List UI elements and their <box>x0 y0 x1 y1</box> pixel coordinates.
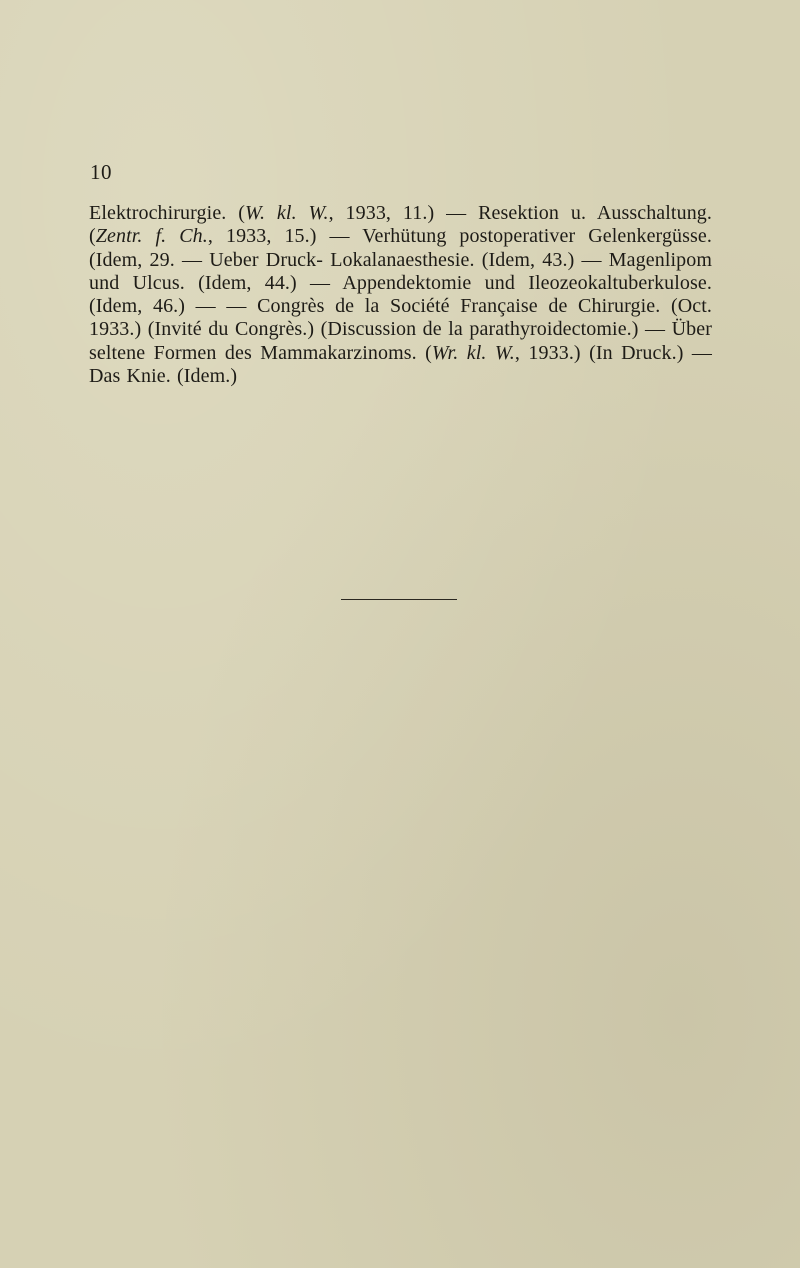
journal-abbreviation: Wr. kl. W. <box>431 341 515 364</box>
section-divider <box>341 599 457 600</box>
text-segment: Elektrochirurgie. ( <box>89 202 246 224</box>
text-segment: , 1933, 15.) — Verhütung postoperativer Gelenkergüsse. (Idem, 29. — Ueber Druck- Lokalanaesthesie. (Idem, 43.) — Magenlipom und Ulcus. (Idem, 44.) — Appendektomie und Ileozeokaltuberkulose. (Idem, 46.) — — Congrès de la Société Française de Chirurgie. (Oct. 1933.) (Invité du Congrès.) (Discussion de la parathyroidectomie.) — Über seltene Formen des Mammakarzinoms. ( <box>89 225 713 364</box>
journal-abbreviation: Zentr. f. Ch. <box>95 225 208 248</box>
text-segment: , 1933, 11.) — Resektion u. Ausschaltung. ( <box>89 202 712 248</box>
bibliography-paragraph <box>89 202 712 388</box>
page-number: 10 <box>90 160 112 184</box>
text-segment: , 1933.) (In Druck.) — Das Knie. (Idem.) <box>89 341 712 388</box>
journal-abbreviation: W. kl. W. <box>245 202 329 224</box>
